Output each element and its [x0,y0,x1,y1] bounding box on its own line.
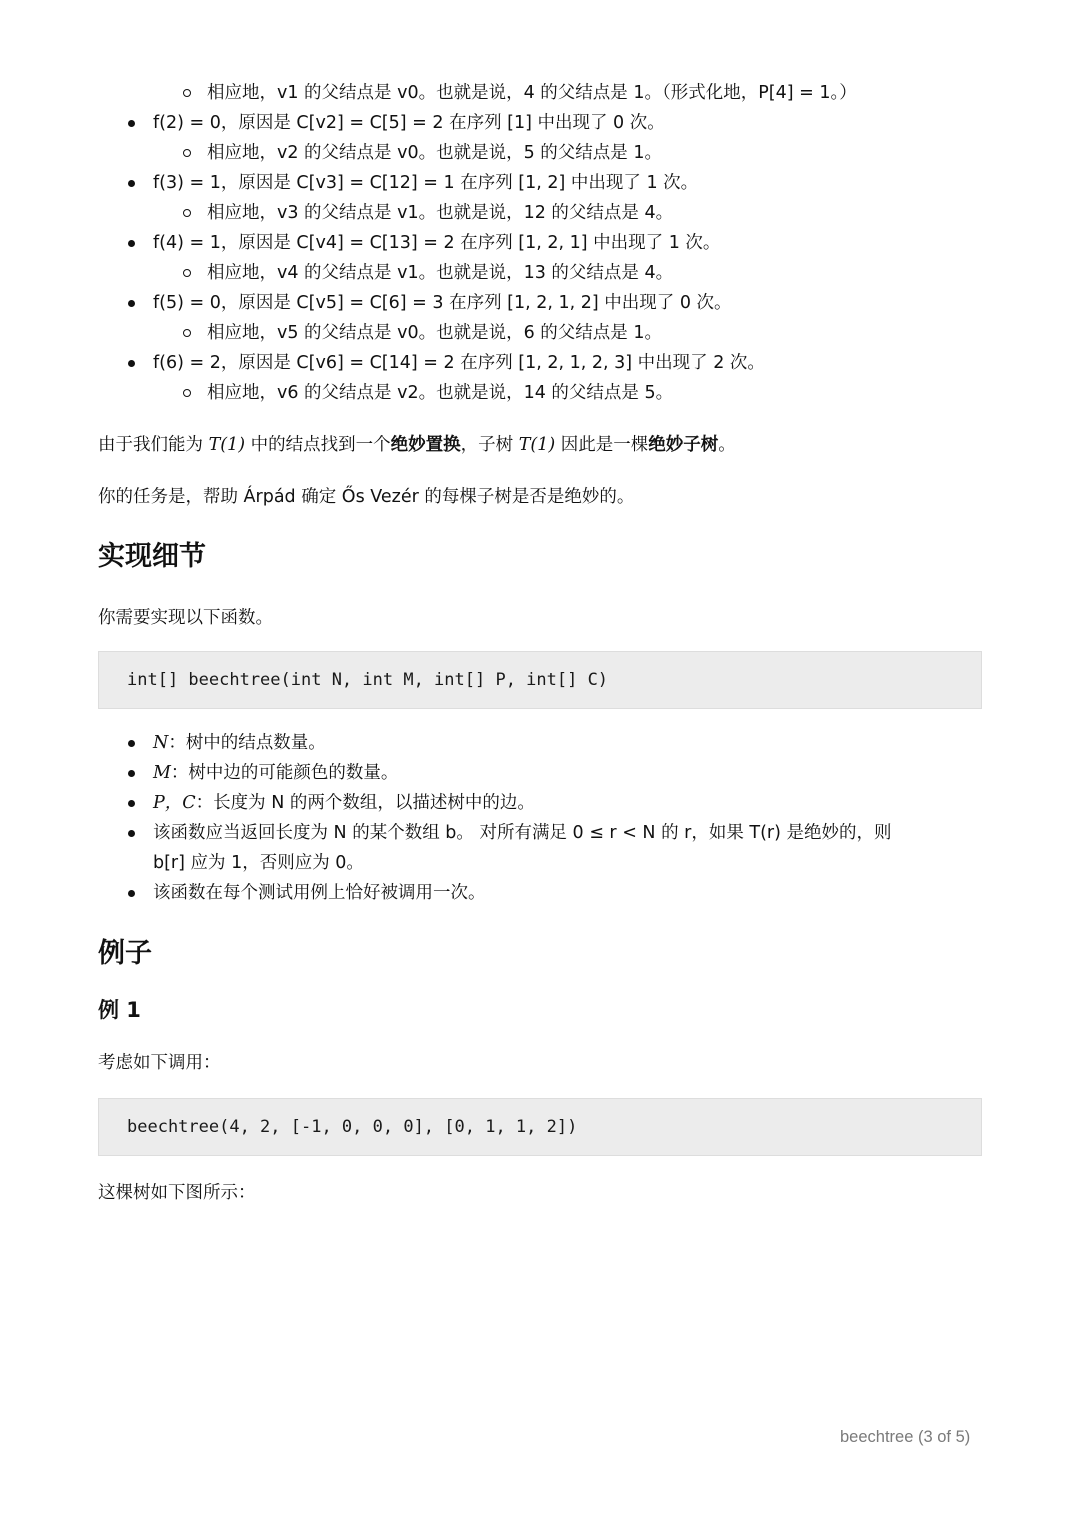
page-footer: beechtree (3 of 5) [840,1428,971,1446]
param-name: N [153,733,169,753]
item-text: f(5) = 0，原因是 C[v5] = C[6] = 3 在序列 [1, 2, 1, 2] 中出现了 0 次。 [153,293,732,313]
task-paragraph: 你的任务是，帮助 Árpád 确定 Ős Vezér 的每棵子树是否是绝妙的。 [98,487,635,507]
list-item [98,348,982,378]
para-text: 由于我们能为 [98,435,203,455]
consider-paragraph: 考虑如下调用： [98,1053,221,1073]
param-separator: ： [170,763,189,783]
list-item [98,758,982,788]
list-subitem [98,138,982,168]
para-text: 。 [718,435,736,455]
bullet-icon [128,770,135,777]
subitem-text: 相应地，v6 的父结点是 v2。也就是说，14 的父结点是 5。 [207,383,674,403]
subitem-text: 相应地，v5 的父结点是 v0。也就是说，6 的父结点是 1。 [207,323,662,343]
list-item [98,788,982,818]
item-text: f(2) = 0，原因是 C[v2] = C[5] = 2 在序列 [1] 中出现了 0 次。 [153,113,665,133]
param-name: M [153,763,171,783]
beautiful-subtree-paragraph [98,430,982,460]
hollow-bullet-icon [183,269,191,277]
math-T1: T(1) [208,435,246,455]
document-page [98,78,982,1208]
para-text: 因此是一棵 [560,435,649,455]
subitem-text: 相应地，v1 的父结点是 v0。也就是说，4 的父结点是 1。（形式化地，P[4] = 1。） [207,83,857,103]
para-text: 中的结点找到一个 [250,435,391,455]
list-item [98,728,982,758]
param-description: 树中边的可能颜色的数量。 [188,763,399,783]
param-description: 树中的结点数量。 [185,733,326,753]
hollow-bullet-icon [183,89,191,97]
bullet-icon [128,830,135,837]
parameter-list [98,728,982,908]
math-T1: T(1) [518,435,556,455]
code-block-signature: int[] beechtree(int N, int M, int[] P, int[] C) [98,651,982,709]
hollow-bullet-icon [183,389,191,397]
item-text: f(4) = 1，原因是 C[v4] = C[13] = 2 在序列 [1, 2, 1] 中出现了 1 次。 [153,233,721,253]
implement-paragraph: 你需要实现以下函数。 [98,608,273,628]
return-description-line1: 该函数应当返回长度为 N 的某个数组 b。 对所有满足 0 ≤ r < N 的 r，如果 T(r) 是绝妙的，则 [153,823,892,843]
list-subitem [98,198,982,228]
tree-figure-caption: 这棵树如下图所示： [98,1183,256,1203]
return-description-line2: b[r] 应为 1，否则应为 0。 [153,853,364,873]
bullet-icon [128,740,135,747]
param-separator: ： [168,733,186,753]
list-subitem [98,378,982,408]
bold-term-beautiful-permutation: 绝妙置换 [390,435,461,455]
hollow-bullet-icon [183,329,191,337]
list-item [98,878,982,908]
list-item [98,288,982,318]
bullet-icon [128,890,135,897]
bullet-icon [128,300,135,307]
list-subitem [98,78,982,108]
list-item [98,168,982,198]
item-text: f(6) = 2，原因是 C[v6] = C[14] = 2 在序列 [1, 2, 1, 2, 3] 中出现了 2 次。 [153,353,765,373]
subitem-text: 相应地，v4 的父结点是 v1。也就是说，13 的父结点是 4。 [207,263,674,283]
bullet-icon [128,240,135,247]
bullet-icon [128,120,135,127]
item-text: f(3) = 1，原因是 C[v3] = C[12] = 1 在序列 [1, 2] 中出现了 1 次。 [153,173,699,193]
f-value-list [98,78,982,408]
bullet-icon [128,180,135,187]
list-subitem [98,318,982,348]
bullet-icon [128,800,135,807]
subsection-heading-example1: 例 1 [98,998,141,1022]
code-block-example-call: beechtree(4, 2, [-1, 0, 0, 0], [0, 1, 1, 2]) [98,1098,982,1156]
bold-term-beautiful-subtree: 绝妙子树 [648,435,719,455]
list-item [98,228,982,258]
subitem-text: 相应地，v2 的父结点是 v0。也就是说，5 的父结点是 1。 [207,143,662,163]
para-text: ，子树 [460,435,514,455]
section-heading-implementation: 实现细节 [98,541,206,572]
param-description: 长度为 N 的两个数组，以描述树中的边。 [213,793,535,813]
section-heading-examples: 例子 [98,938,152,969]
bullet-icon [128,360,135,367]
param-name: P，C [153,793,196,813]
param-separator: ： [195,793,214,813]
subitem-text: 相应地，v3 的父结点是 v1。也就是说，12 的父结点是 4。 [207,203,674,223]
list-subitem [98,258,982,288]
call-once-text: 该函数在每个测试用例上恰好被调用一次。 [153,883,486,903]
hollow-bullet-icon [183,149,191,157]
list-item [98,108,982,138]
list-item [98,818,982,878]
hollow-bullet-icon [183,209,191,217]
